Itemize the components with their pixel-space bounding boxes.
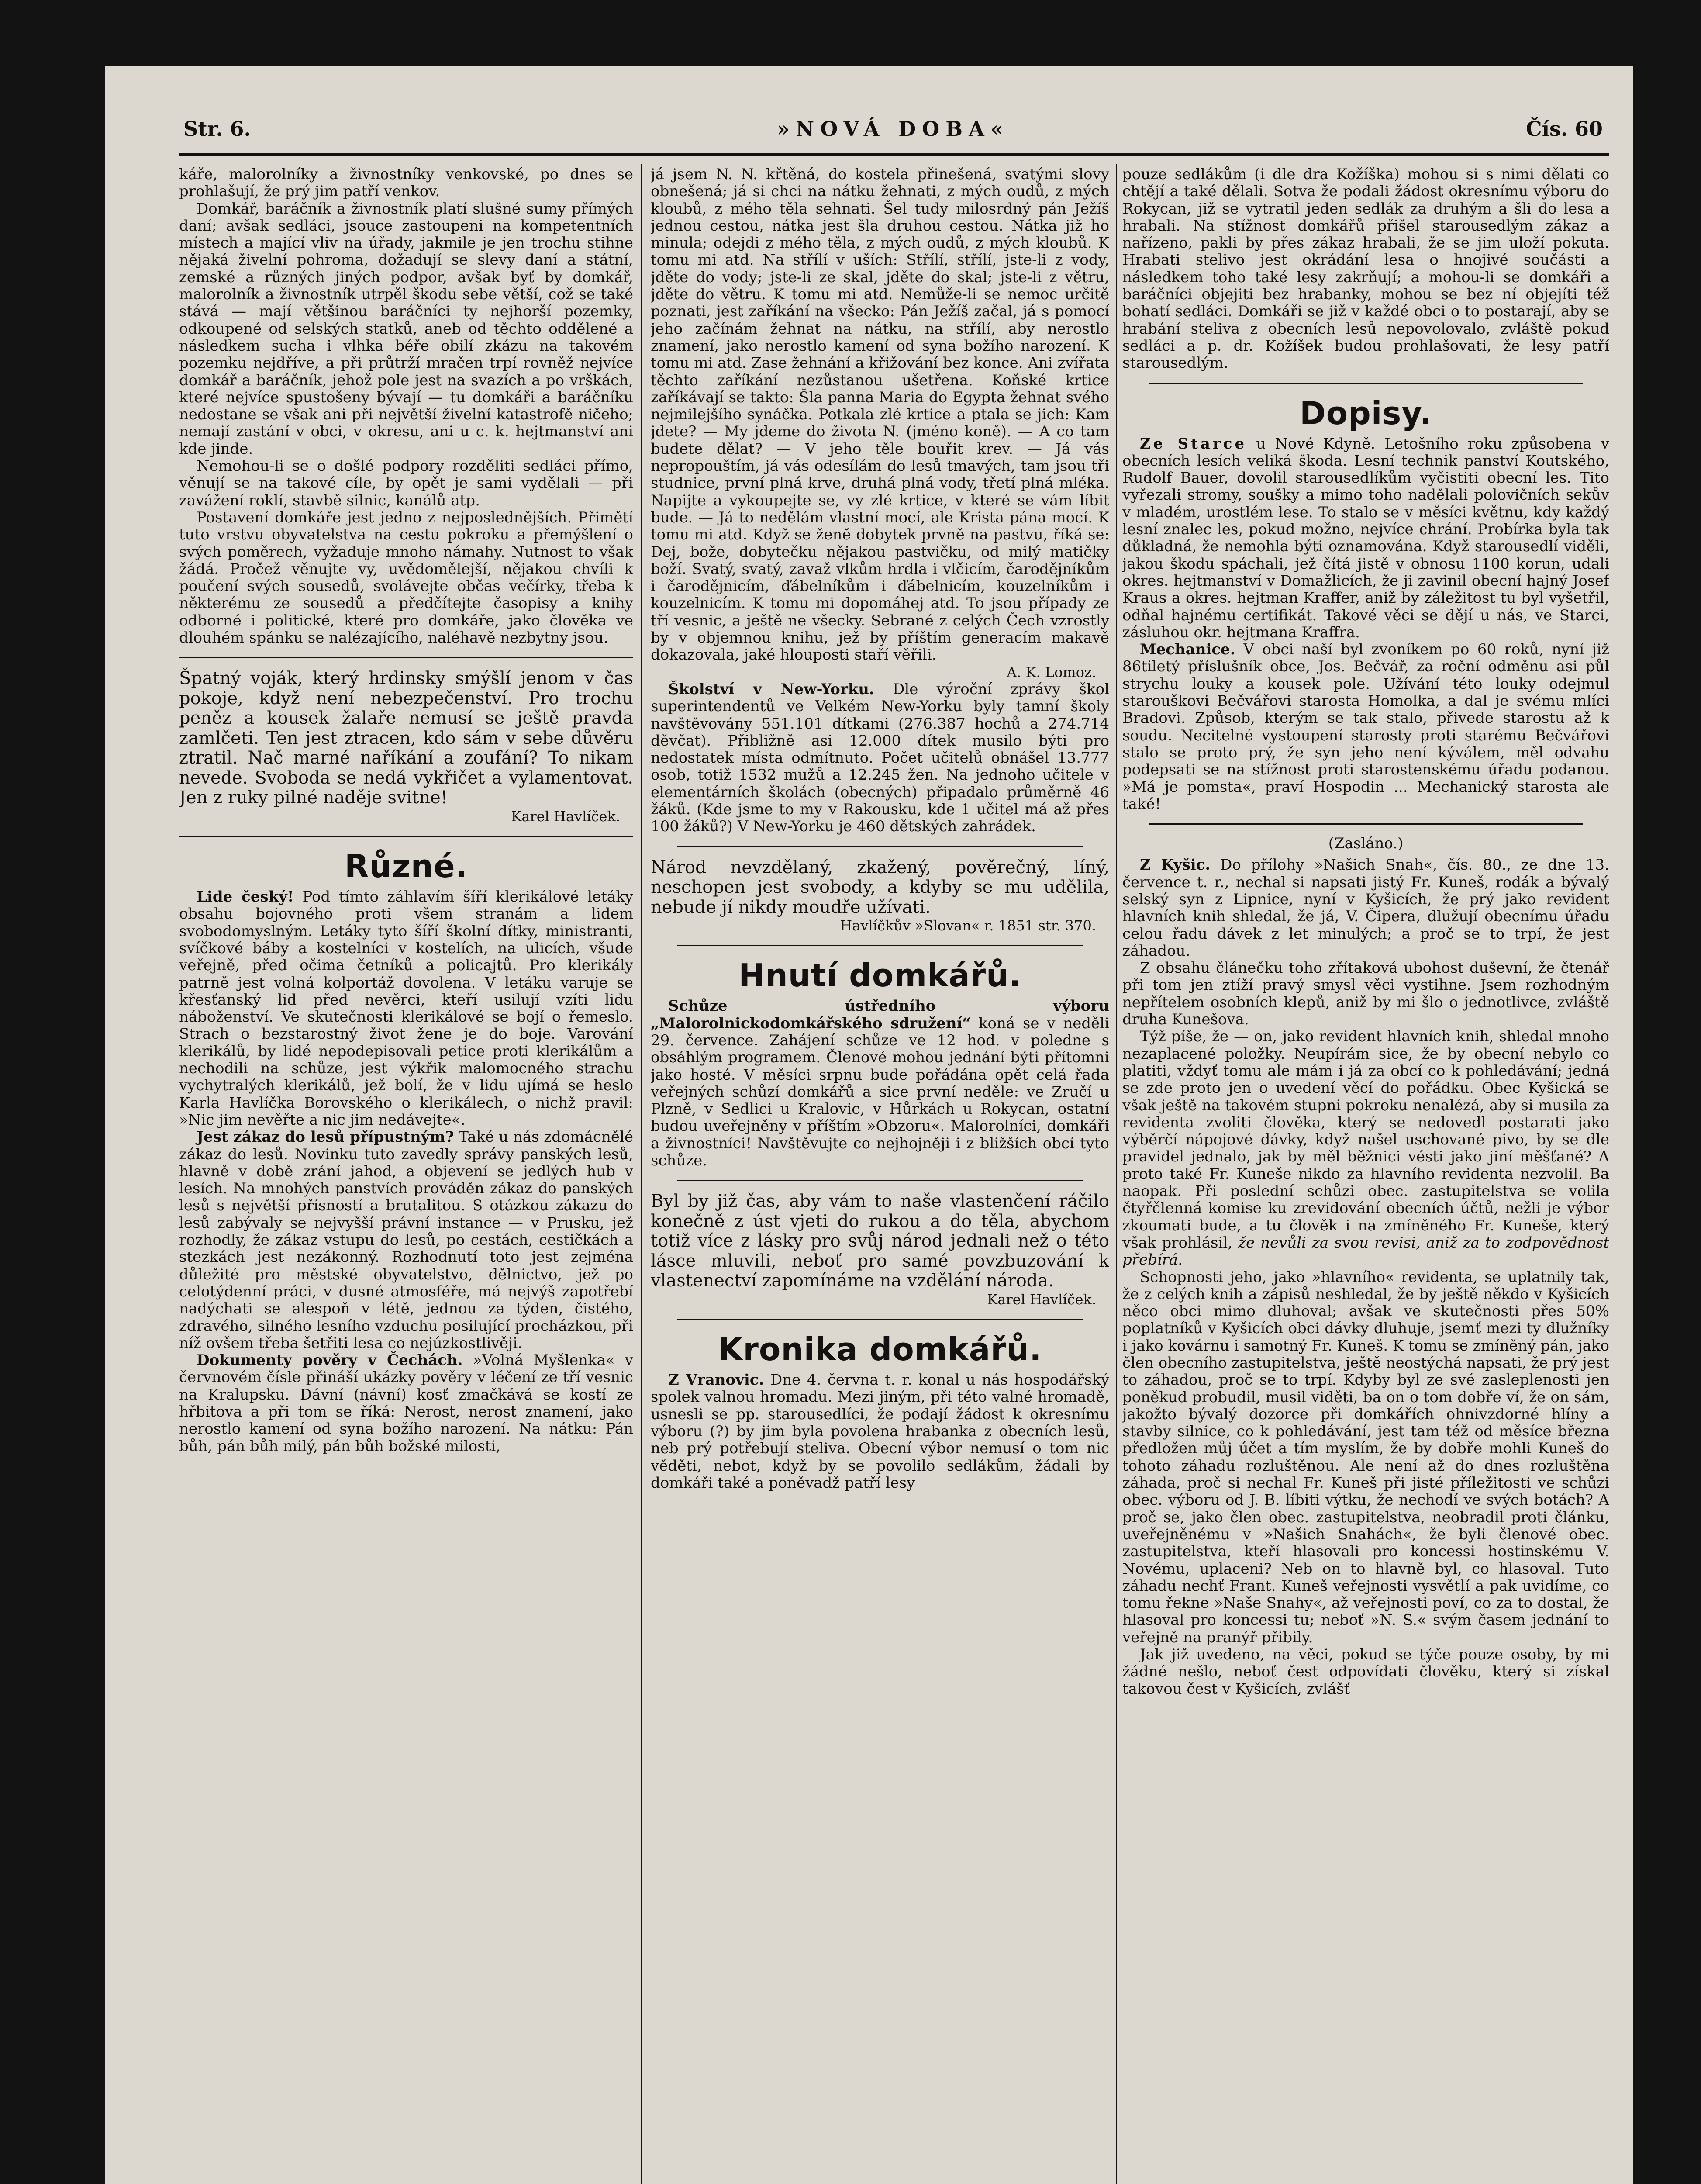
column-rule-1 — [641, 164, 642, 2184]
paragraph: Domkář, baráčník a živnostník platí slušné sumy přímých daní; avšak sedláci, jsouce zastoupeni na kompetentních místech a mající vliv na úřady, jakmile je jen trochu stihne nějaká živelní pohroma, dožadují se slevy daní a státní, zemské a různých jiných podpor, avšak byť by domkář, malorolník a živnostník utrpěl škodu sebe větší, což se také stává — mají většinou baráčníci ty nejhorší pozemky, odkoupené od selských statků, aneb od těchto oddělené a následkem sucha i vlhka béře obilí zkázu na takovém pozemku nejdříve, a při průtrží mračen trpí rovněž nejvíce domkář a baráčník, jehož pole jest na svazích a po vrškách, které nejvíce spustošeny bývají — tu domkáři a baráčníku nedostane se však ani při největší živelní katastrofě ničeho; nemají zastání v obci, v okresu, ani u c. k. hejtmanství ani kde jinde. — [179, 200, 633, 458]
header-rule — [179, 153, 1609, 156]
column-2 — [651, 166, 1109, 2184]
section-heading-dopisy: Dopisy. — [1300, 394, 1432, 432]
letter-heading: Ze Starce — [1140, 435, 1247, 453]
letter-text: u Nové Kdyně. Letošního roku způsobena v obecních lesích veliká škoda. Lesní technik panství Koutského, Rudolf Bauer, dovolil starousedlíkům vyčistiti obecní les. Tito vyřezali stromy, soušky a mimo toho nadělali polovičních sekův v mladém, urostlém lese. To stalo se v měsíci květnu, kdy každý lesní znalec les, pokud možno, nejvíce chrání. Probírka byla tak důkladná, že nemohla býti oznamována. Když starousedlí viděli, jakou škodu spáchali, jež čítá jistě v obnosu 1100 korun, udali okres. hejtmanství v Domažlicích, že ji zavinil obecní hajný Josef Kraus a okres. hejtman Kraffer, aniž by záležitost tu byl vyšetřil, odňal hajnému certifikát. Takové věci se dějí u nás, ve Starci, zásluhou okr. hejtmana Kraffra. — [1122, 435, 1609, 641]
letter-z-kysic — [1122, 857, 1609, 960]
article-lide-cesky — [179, 888, 633, 1129]
havlicek-quote: Byl by již čas, aby vám to naše vlastenčení ráčilo konečně z úst vjeti do rukou a do těla, abychom totiž více z lásky pro svůj národ jednali než o této lásce mluvili, neboť pro samé povzbuzování k vlastenectví zapomínáme na vzdělání národa. — [651, 1191, 1109, 1291]
article-text: Pod tímto záhlavím šíří klerikálové letáky obsahu bojovného proti všem stranám a lidem svobodomyslným. Letáky tyto šíří školní dítky, ministranti, svíčkové báby a kostelníci v kostelích, na ulicích, všude veřejně, před očima četníků a policajtů. Pro klerikály patrně jest volná kolportáž dovolena. V letáku varuje se křesťanský lid před nevěrci, kteří usilují vzíti lidu náboženství. Ve skutečnosti klerikálové se bojí o řemeslo. Strach o bezstarostný život žene je do boje. Varování klerikálů, by lidé nepodepisovali petice proti klerikálům a nechodili na schůze, jest výkřik malomocného strachu vychytralých klerikálů, jež bolí, že v lidu ujímá se heslo Karla Havlíčka Borovského o klerikálech, o nichž pravil: »Nic jim nevěřte a nic jim nedávejte«. — [179, 888, 633, 1129]
article-text: Dle výroční zprávy škol superintendentů ve Velkém New-Yorku byly tamní školy navštěvovány 551.101 dítkami (276.387 hochů a 274.714 děvčat). Přibližně asi 12.000 dítek musilo býti pro nedostatek místa odmítnuto. Počet učitelů obnášel 13.777 osob, totiž 1532 mužů a 12.245 žen. Na jednoho učitele v elementárních školách (obecných) připadalo průměrně 46 žáků. (Kde jsme to my v Rakousku, kde 1 učitel má až přes 100 žáků?) V New-Yorku je 460 dětských zahrádek. — [651, 680, 1109, 836]
separator — [179, 657, 633, 658]
havlicek-quote: Špatný voják, který hrdinsky smýšlí jenom v čas pokoje, když není nebezpečenství. Pro trochu peněz a kousek žalaře nemusí se ještě pravda zamlčeti. Ten jest ztracen, kdo sám v sebe důvěru ztratil. Nač marné naříkání a zoufání? To nikam nevede. Svoboda se nedá vykřičet a vylamentovat. Jen z ruky pilné naděje svitne! — [179, 668, 633, 808]
article-text: »Volná Myšlenka« v červnovém čísle přináší ukázky pověry v léčení ze tří vesnic na Kralupsku. Dávní (návní) kosť zmačkává se kostí ze hřbitova a při tom se říká: Nerost, nerost znamení, jako nerostlo kamení od syna božího narození. Na nátku: Pán bůh, pán bůh milý, pán bůh božské milosti, — [179, 1351, 633, 1455]
article-heading: Lide český! — [197, 888, 294, 906]
paragraph: Schopnosti jeho, jako »hlavního« revidenta, se uplatnily tak, že z celých knih a zápisů neshledal, že by ještě někdo v Kyšicích něco obci mimo dluhoval; avšak ve skutečnosti přes 50% poplatníků v Kyšicích obci dávky dluhuje, jsemť mezi ty dlužníky i jako kovárnu i samotný Fr. Kuneš. K tomu se zmíněný pán, jako člen obecního zastupitelstva, ještě neostýchá napsati, že prý jest to záhadou, proč se to trpí. Kdyby byl ze své zasleplenosti jen poněkud probudil, musil viděti, ba on o tom dobře ví, že on sám, jakožto bývalý dozorce při domkářích ohnivzdorné hlíny a stavby silnice, co k pohledávání, jest tam též od měsíce března předložen můj účet a tím myslím, že by dobře mohli Kuneš do tohoto záhadu rozluštěnou. Ale není až do dnes rozluštěna záhada, proč si nechal Fr. Kuneš při jisté příležitosti ve schůzi obec. výboru od J. B. líbiti výtku, že nechodí ve svých botách? A proč se, jako člen obec. zastupitelstva, neobradil proti článku, uveřejněnému v »Našich Snahách«, že byli členové obec. zastupitelstva, kteří hlasovali pro koncessi hostinskému V. Novému, uplaceni? Neb on to hlavně byl, co hlasoval. Tuto záhadu nechť Frant. Kuneš veřejnosti vysvětlí a pak uvidíme, co tomu řekne »Naše Snahy«, až veřejnosti poví, co za to dostal, že hlasoval pro koncessi tu; neboť »N. S.« svým časem jednání to veřejně na pranýř přibily. — [1122, 1268, 1609, 1646]
column-3 — [1122, 166, 1609, 2184]
separator — [677, 1319, 1083, 1320]
separator — [179, 836, 633, 837]
separator — [677, 945, 1083, 946]
article-continuation: káře, malorolníky a živnostníky venkovské, po dnes se prohlašují, že prý jim patří venkov. — [179, 166, 633, 200]
issue-number: Čís. 60 — [1525, 117, 1603, 141]
paragraph — [1122, 1028, 1609, 1268]
letter-ze-starce — [1122, 435, 1609, 642]
paragraph: Jak již uvedeno, na věci, pokud se týče pouze osoby, by mi žádné nešlo, neboť čest odpovídati člověku, který si získal takovou čest v Kyšicích, zvlášť — [1122, 1646, 1609, 1698]
newspaper-page — [105, 66, 1633, 2184]
emphasized-text: že nevůli za svou revisi, aniž za to zodpovědnost přebírá. — [1122, 1234, 1609, 1269]
letter-text: Do přílohy »Našich Snah«, čís. 80., ze dne 13. července t. r., nechal si napsati jistý Fr. Kuneš, rodák a bývalý selský syn z Lipnice, nyní v Kyšicích, že prý jako revident hlavních knih shledal, že já, V. Čipera, dlužují obecnímu úřadu celou řadu dávek z let minulých; a proč se to trpí, že jest záhadou. — [1122, 856, 1609, 960]
paragraph-text: Týž píše, že — on, jako revident hlavních knih, shledal mnoho nezaplacené položky. Neupírám sice, že by obecní nebylo co platiti, vždyť tomu ale mám i já za obcí co k pohledávání; jedná se zde proto jen o uvedení věcí do pořádku. Obec Kyšická se však ještě na takovém stupni pokroku nenalézá, aby si musila za revidenta zvoliti člověka, který se nedovedl postarati jako výběrčí nápojové dávky, když našel uschované pivo, by se dle pravidel jednalo, jak by měl běžnici vésti jako jiní měšťané? A proto také Fr. Kuneše nikdo za hlavního revidenta nezvolil. Ba naopak. Při poslední schůzi obec. zastupitelstva se volila čtyřčlenná komise ku zrevidování obecních účtů, nežli je výbor zkoumati bude, a tu člověk i na zmíněného Fr. Kuneše, který však prohlásil, — [1122, 1028, 1609, 1251]
separator — [1149, 383, 1583, 384]
section-heading-hnuti-domkaru: Hnutí domkářů. — [738, 957, 1021, 994]
article-heading: Školství v New-Yorku. — [668, 680, 874, 698]
column-rule-2 — [1116, 164, 1117, 2184]
article-skolstvi — [651, 681, 1109, 836]
article-heading: Schůze ústředního výboru „Malorolnickodomkářského sdružení“ — [651, 997, 1109, 1032]
article-heading: Dokumenty pověry v Čechách. — [197, 1351, 463, 1369]
paragraph: Z obsahu článečku toho zřítaková ubohost duševní, že čtenář při tom jen ztíží pravý smysl věci vystihne. Jsem rozhodným nepřítelem osobních klepů, aniž by mi šlo o jednotlivce, zvláště druha Kunešova. — [1122, 959, 1609, 1029]
paragraph: Nemohou-li se o došlé podpory rozděliti sedláci přímo, věnují se na takové cíle, by opět je sami vydělali — při zavážení roklí, stavbě silnic, kanálů atp. — [179, 457, 633, 509]
article-vranovice — [651, 1372, 1109, 1492]
separator — [677, 846, 1083, 847]
masthead-title: »NOVÁ DOBA« — [777, 117, 1009, 141]
page-header — [183, 117, 1603, 152]
article-dokumenty-povery — [179, 1352, 633, 1455]
article-heading: Jest zákaz do lesů přípustným? — [197, 1128, 454, 1146]
article-text: koná se v neděli 29. července. Zahájení schůze ve 12 hod. v poledne s obsáhlým programem. Členové mohou jednání býti přítomni jako hosté. V měsíci srpnu bude pořádána opět celá řada veřejných schůzí domkářů a sice první neděle: ve Zručí u Plzně, v Sedlici u Kralovic, v Hůrkách u Rokycan, ostatní budou uveřejněny v příštím »Obzoru«. Malorolníci, domkáři a živnostníci! Navštěvujte co nejhojněji i z bližších obcí tyto schůze. — [651, 1014, 1109, 1170]
article-continuation: já jsem N. N. křtěná, do kostela přinešená, svatými slovy obnešená; já si chci na nátku žehnati, z mých oudů, z mých kloubů, z mého těla sehnati. Šel tudy milosrdný pán Ježíš jednou cestou, nátka jest šla druhou cestou. Nátka již ho minula; odejdi z mého těla, z mých oudů, z mých kloubů. K tomu mi atd. Na střílí v uších: Střílí, střílí, jste-li z vody, jděte do vody; jste-li ze skal, jděte do skal; jste-li z větru, jděte do větru. K tomu mi atd. Nemůže-li se nemoc určitě poznati, jest zaříkání na všecko: Pán Ježíš začal, já s pomocí jeho začínám žehnat na nátku, na střílí, aby nerostlo znamení, jako nerostlo kamení od syna božího narození. K tomu mi atd. Zase žehnání a křižování bez konce. Ani zvířata těchto zaříkání nezůstanou ušetřena. Koňské krtice zaříkávají se takto: Šla panna Maria do Egypta žehnat svého nejmilejšího synáčka. Potkala zlé krtice a ptala se jich: Kam jdete? — My jdeme do života N. (jméno koně). — A co tam budete dělat? — V jeho těle bouřit krev. — Já vás nepropouštím, já vás odesílám do lesů tmavých, tam jsou tři studnice, první plná krve, druhá plná vody, třetí plná mléka. Napijte a vykoupejte se, vy zlé krtice, v které se vám líbit bude. — Já to nedělám vlastní mocí, ale Krista pána mocí. K tomu mi atd. Když se ženě dobytek prvně na pastvu, říká se: Dej, bože, dobytečku nějakou pastvičku, od milý matičky boží. Svatý, svatý, zavaž vlkům hrdla i vlčicím, čarodějníkům i čarodějnicím, ďábelníkům i ďábelnicím, kouzelníkům i kouzelnicím. K tomu mi dopomáhej atd. To jsou případy ze tří vesnic, a ještě ne všecky. Sebrané z celých Čech vzrostly by v objemnou knihu, jež by příštím generacím makavě dokazovala, jaké hlouposti staří věřili. — [651, 166, 1109, 664]
letter-heading: Mechanice. — [1140, 641, 1235, 659]
quote-signature: Karel Havlíček. — [987, 1291, 1096, 1308]
article-text: Také u nás zdomácnělé zákaz do lesů. Novinku tuto zavedly správy panských lesů, hlavně v době zrání jahod, a objevení se jedlých hub v lesích. Na mnohých panstvích prováděn zákaz do panských lesů s největší přísností a brutalitou. S otázkou zákazu do lesů zabývaly se nejvyšší právní instance — v Prusku, jež rozhodly, že zákaz vstupu do lesů, po cestách, cestičkách a stezkách jest nezákonný. Rozhodnutí toto jest zejména důležité pro městské obyvatelstvo, dělnictvo, jež po celotýdenní práci, v dusné atmosféře, má nejvýš zapotřebí nadýchati se alespoň v létě, jednou za týden, čistého, zdravého, silného lesního vzduchu posilující procházkou, při níž ovšem třeba šetřiti lesa co nejúzkostlivěji. — [179, 1128, 633, 1352]
column-1 — [179, 166, 633, 2184]
article-continuation: pouze sedlákům (i dle dra Kožíška) mohou si s nimi dělati co chtějí a také dělali. Sotva že podali žádost okresnímu výboru do Rokycan, již se vytratil jeden sedlák za druhým a šli do lesa a hrabali. Na stížnost domkářů přišel starousedlým zákaz a nařízeno, pakli by přes zákaz hrabali, že se jim uloží pokuta. Hrabati stelivo jest okrádání lesa o hnojivé součásti a následkem toho také lesy zakrňují; a mohou-li se domkáři a baráčníci objejiti bez hrabanky, mohou se bez ní objejíti též bohatí sedláci. Domkáři se již v každé obci o to postarají, aby se hrabání steliva z obecních lesů nepovolovalo, zvláště pokud sedláci a p. dr. Kožíšek budou prohlašovati, že lesy patří starousedlým. — [1122, 166, 1609, 372]
article-zakaz-do-lesu — [179, 1129, 633, 1352]
havlicek-quote: Národ nevzdělaný, zkažený, pověrečný, líný, neschopen jest svobody, a kdyby se mu udělila, nebude jí nikdy moudře užívati. — [651, 857, 1109, 917]
page-number: Str. 6. — [183, 117, 251, 141]
separator — [677, 1180, 1083, 1181]
article-text: Dne 4. června t. r. konal u nás hospodářský spolek valnou hromadu. Mezi jiným, při této valné hromadě, usnesli se pp. starousedlíci, že podají žádost k okresnímu výboru (?) by jim byla povolena hrabanka z obecních lesů, neb prý potřebují steliva. Obecní výbor nemusí o tom nic věděti, nebot, když by se povolilo sedlákům, žádali by domkáři také a poněvadž patří lesy — [651, 1371, 1109, 1492]
section-heading-ruzne: Různé. — [344, 848, 468, 885]
letter-text: V obci naší byl zvoníkem po 60 roků, nyní již 86tiletý příslušník obce, Jos. Bečvář, za roční odměnu asi půl strychu louky a kousek pole. Užívání této louky odejmul starouškovi Bečvářovi starosta Homolka, a dal je svému mlíci Bradovi. Způsob, kterým se tak stalo, přivede starostu až k soudu. Necitelné vystoupení starosty proti starému Bečvářovi stalo se proto prý, že syn jeho není kýválem, měl odvahu podepsati se na stížnost proti starostenskému úřadu podanou. »Má je pomsta«, praví Hospodin ... Mechanický starosta ale také! — [1122, 641, 1609, 813]
separator — [1149, 823, 1583, 825]
article-signature: A. K. Lomoz. — [1007, 663, 1096, 681]
article-schuze — [651, 998, 1109, 1169]
letter-mechanice — [1122, 641, 1609, 813]
letter-heading: Z Kyšic. — [1140, 856, 1211, 874]
paragraph: Postavení domkáře jest jedno z nejposlednějších. Přimětí tuto vrstvu obyvatelstva na cestu pokroku a přemýšlení o svých poměrech, vyžaduje mnoho námahy. Nutnost to však žádá. Pročež věnujte vy, uvědomělejší, nějakou chvíli k poučení svých sousedů, svolávejte občas večírky, třeba k některému ze sousedů a předčítejte časopisy a knihy odborné i politické, které pro domkáře, jako člověka ve dlouhém spánku se nalézajícího, naléhavě nezbytny jsou. — [179, 508, 633, 647]
quote-signature: Karel Havlíček. — [511, 808, 620, 825]
zaslano-label: (Zasláno.) — [1328, 835, 1404, 853]
quote-signature: Havlíčkův »Slovan« r. 1851 str. 370. — [840, 917, 1096, 934]
article-heading: Z Vranovic. — [668, 1371, 764, 1389]
section-heading-kronika: Kronika domkářů. — [718, 1331, 1042, 1368]
